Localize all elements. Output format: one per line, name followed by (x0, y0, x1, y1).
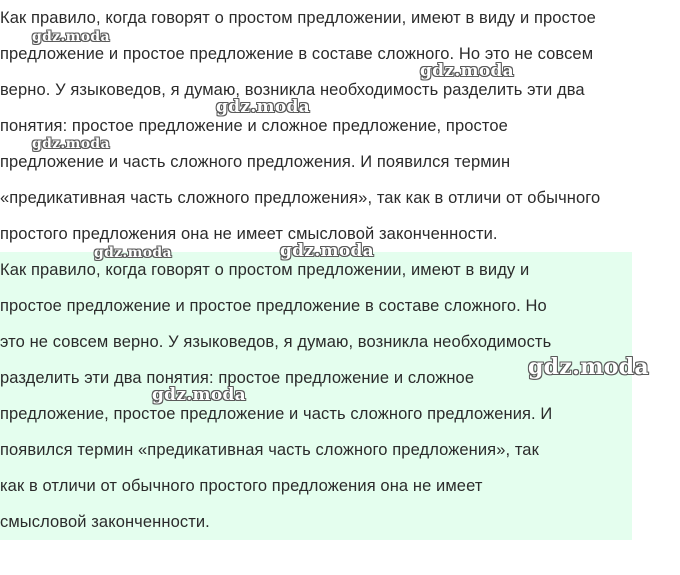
paragraph-line: предложение и часть сложного предложения. И появился термин (0, 153, 511, 171)
paragraph-line: появился термин «предикативная часть сложного предложения», так (0, 441, 539, 459)
paragraph-line: понятия: простое предложение и сложное предложение, простое (0, 117, 508, 135)
paragraph-line: верно. У языковедов, я думаю, возникла необходимость разделить эти два (0, 81, 585, 99)
watermark: gdz.moda (32, 29, 110, 45)
paragraph-line: предложение, простое предложение и часть сложного предложения. И (0, 405, 553, 423)
paragraph-line: «предикативная часть сложного предложения», так как в отличи от обычного (0, 189, 601, 207)
watermark: gdz.moda (420, 61, 514, 81)
paragraph-line: Как правило, когда говорят о простом предложении, имеют в виду и (0, 261, 530, 279)
watermark: gdz.moda (32, 136, 110, 152)
watermark: gdz.moda (216, 97, 310, 117)
paragraph-line: смысловой законченности. (0, 513, 210, 531)
paragraph-highlighted (0, 256, 630, 544)
watermark: gdz.moda (152, 385, 246, 405)
paragraph-line: простое предложение и простое предложение в составе сложного. Но (0, 297, 547, 315)
paragraph-line: предложение и простое предложение в составе сложного. Но это не совсем (0, 45, 594, 63)
paragraph-line: это не совсем верно. У языковедов, я думаю, возникла необходимость (0, 333, 552, 351)
watermark: gdz.moda (528, 354, 649, 380)
watermark: gdz.moda (280, 241, 374, 261)
paragraph-line: простого предложения она не имеет смысловой законченности. (0, 225, 498, 243)
paragraph-line: разделить эти два понятия: простое предложение и сложное (0, 369, 475, 387)
paragraph-line: Как правило, когда говорят о простом предложении, имеют в виду и простое (0, 9, 596, 27)
paragraph-line: как в отличи от обычного простого предложения она не имеет (0, 477, 483, 495)
watermark: gdz.moda (94, 245, 172, 261)
